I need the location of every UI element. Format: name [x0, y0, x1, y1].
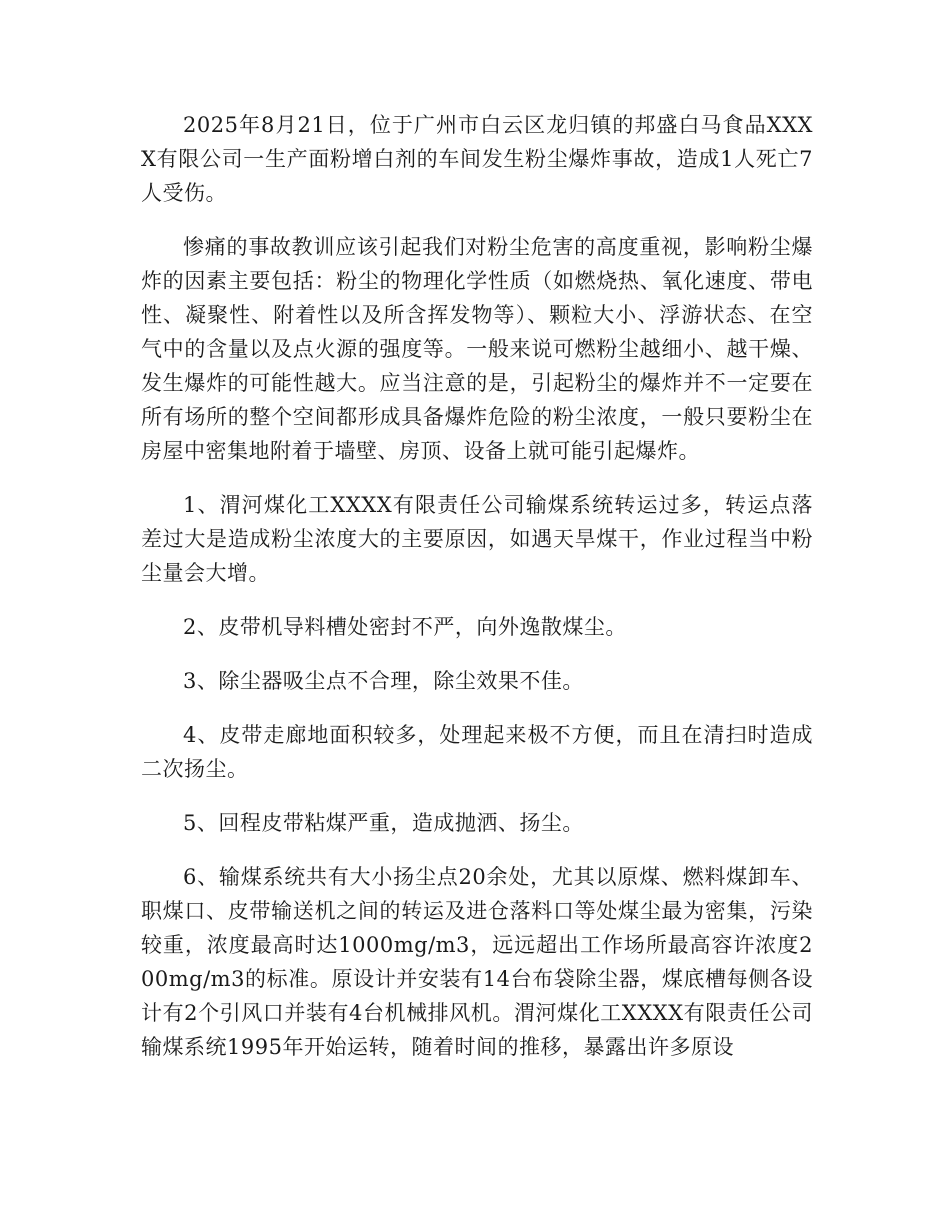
document-body: [141, 108, 813, 1084]
paragraph-item-5: 5、回程皮带粘煤严重，造成抛洒、扬尘。: [183, 811, 584, 835]
paragraph-item-3: 3、除尘器吸尘点不合理，除尘效果不佳。: [183, 669, 584, 693]
paragraph-accident-report: 2025年8月21日，位于广州市白云区龙归镇的邦盛白马食品XXXX有限公司一生产面粉增白剂的车间发生粉尘爆炸事故，造成1人死亡7人受伤。: [141, 113, 813, 205]
paragraph-item-1: 1、渭河煤化工XXXX有限责任公司输煤系统转运过多，转运点落差过大是造成粉尘浓度大的主要原因，如遇天旱煤干，作业过程当中粉尘量会大增。: [141, 493, 813, 585]
paragraph-item-2: 2、皮带机导料槽处密封不严，向外逸散煤尘。: [183, 615, 627, 639]
paragraph-dust-explosion-factors: 惨痛的事故教训应该引起我们对粉尘危害的高度重视，影响粉尘爆炸的因素主要包括：粉尘的物理化学性质（如燃烧热、氧化速度、带电性、凝聚性、附着性以及所含挥发物等）、颗粒大小、浮游状态、在空气中的含量以及点火源的强度等。一般来说可燃粉尘越细小、越干燥、发生爆炸的可能性越大。应当注意的是，引起粉尘的爆炸并不一定要在所有场所的整个空间都形成具备爆炸危险的粉尘浓度，一般只要粉尘在房屋中密集地附着于墙壁、房顶、设备上就可能引起爆炸。: [141, 235, 813, 463]
paragraph-item-4: 4、皮带走廊地面积较多，处理起来极不方便，而且在清扫时造成二次扬尘。: [141, 723, 813, 781]
paragraph-item-6: 6、输煤系统共有大小扬尘点20余处，尤其以原煤、燃料煤卸车、职煤口、皮带输送机之间的转运及进仓落料口等处煤尘最为密集，污染较重，浓度最高时达1000mg/m3，远远超出工作场所最高容许浓度200mg/m3的标准。原设计并安装有14台布袋除尘器，煤底槽每侧各设计有2个引风口并装有4台机械排风机。渭河煤化工XXXX有限责任公司输煤系统1995年开始运转，随着时间的推移，暴露出许多原设: [141, 865, 813, 1059]
